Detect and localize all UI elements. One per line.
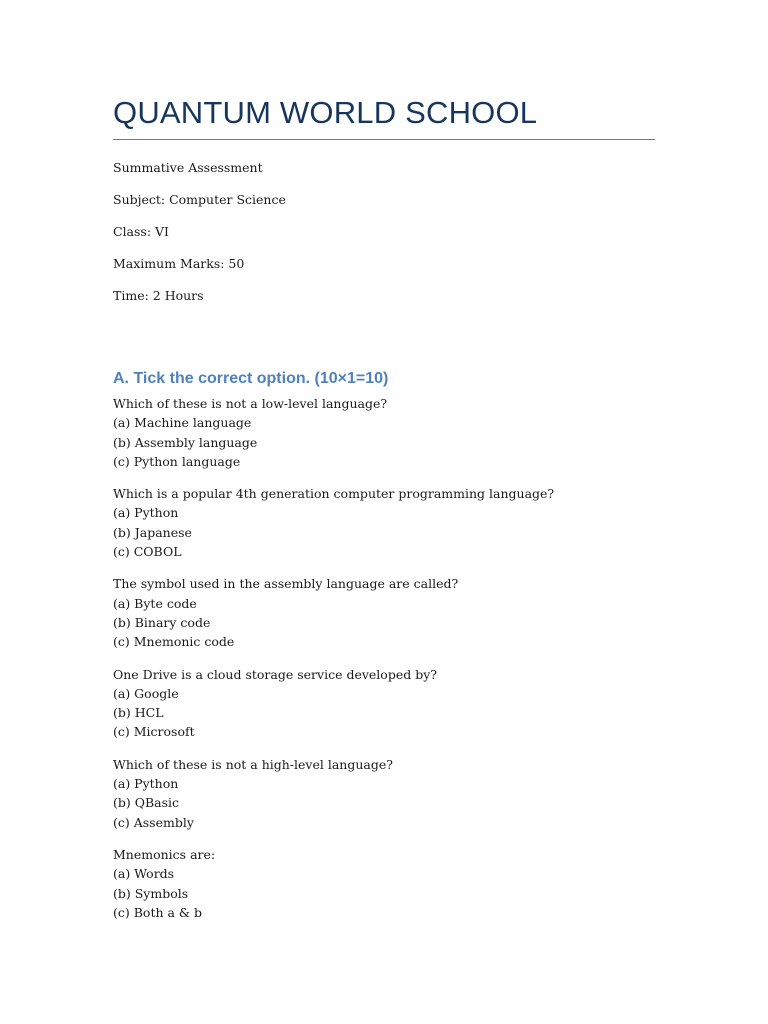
question-list — [113, 394, 554, 935]
option-b: (b) Japanese — [113, 524, 192, 540]
option-c: (c) Assembly — [113, 814, 194, 830]
question-text: Mnemonics are: — [113, 846, 216, 862]
question-4 — [113, 665, 554, 742]
option-c: (c) Both a & b — [113, 904, 203, 920]
time-line: Time: 2 Hours — [113, 288, 204, 303]
question-text: Which of these is not a low-level language? — [113, 396, 388, 411]
option-a: (a) Google — [113, 685, 179, 701]
question-text: Which of these is not a high-level language? — [113, 756, 393, 772]
option-b: (b) Symbols — [113, 885, 189, 901]
school-title: QUANTUM WORLD SCHOOL — [113, 95, 538, 130]
option-b: (b) QBasic — [113, 795, 180, 811]
question-1 — [113, 394, 554, 471]
option-c: (c) COBOL — [113, 544, 182, 560]
title-underline — [113, 139, 655, 140]
option-a: (a) Python — [113, 505, 179, 521]
option-b: (b) HCL — [113, 705, 164, 721]
question-text: One Drive is a cloud storage service developed by? — [113, 666, 437, 682]
option-c: (c) Python language — [113, 453, 241, 469]
option-b: (b) Binary code — [113, 614, 211, 630]
question-6 — [113, 845, 554, 922]
option-c: (c) Mnemonic code — [113, 634, 235, 650]
question-text: Which is a popular 4th generation computer programming language? — [113, 486, 555, 502]
class-line: Class: VI — [113, 224, 169, 239]
question-3 — [113, 574, 554, 651]
exam-details — [113, 158, 286, 318]
option-c: (c) Microsoft — [113, 724, 195, 740]
question-text: The symbol used in the assembly language are called? — [113, 576, 459, 592]
option-a: (a) Byte code — [113, 595, 197, 611]
subject-line: Subject: Computer Science — [113, 192, 286, 207]
assessment-type: Summative Assessment — [113, 160, 263, 175]
option-a: (a) Machine language — [113, 415, 252, 431]
question-5 — [113, 755, 554, 832]
question-2 — [113, 484, 554, 561]
option-a: (a) Words — [113, 866, 175, 882]
max-marks-line: Maximum Marks: 50 — [113, 256, 245, 271]
section-a-heading: A. Tick the correct option. (10×1=10) — [113, 370, 389, 387]
option-b: (b) Assembly language — [113, 434, 258, 450]
option-a: (a) Python — [113, 776, 179, 792]
